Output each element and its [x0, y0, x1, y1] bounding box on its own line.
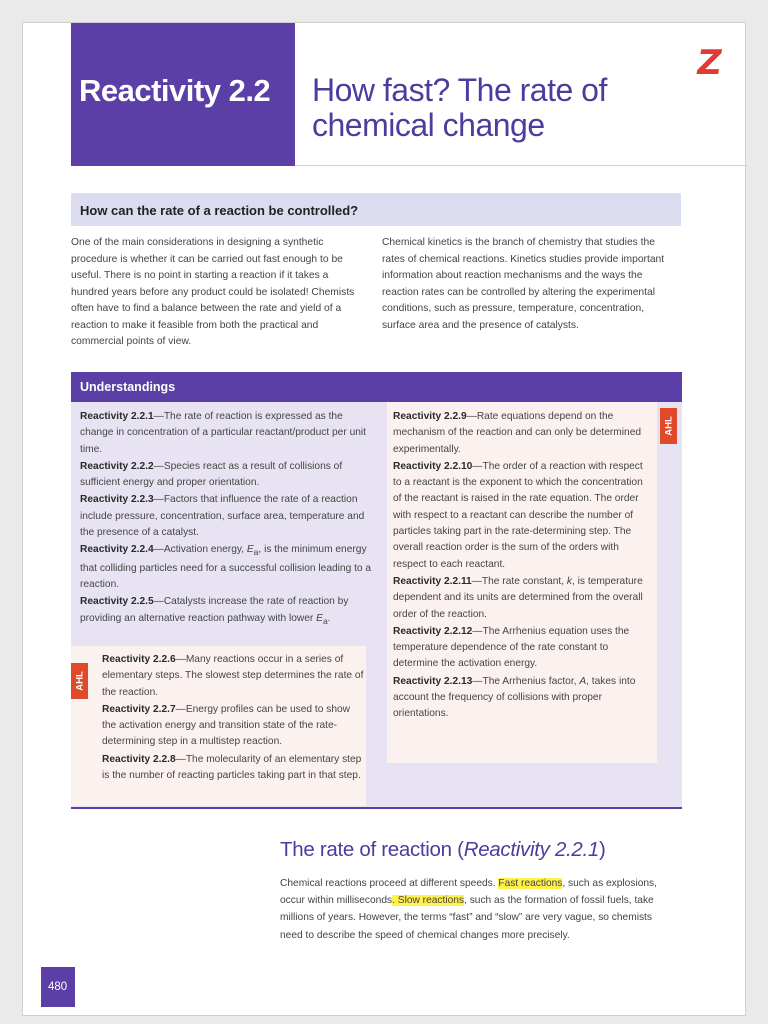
understanding-item: Reactivity 2.2.9—Rate equations depend on the mechanism of the reaction and can only be determined experimentally.	[393, 411, 642, 455]
understandings-heading: Understandings	[71, 372, 682, 402]
understanding-item: Reactivity 2.2.12—The Arrhenius equation uses the temperature dependence of the rate constant to determine the activation energy.	[393, 625, 630, 670]
understanding-item: Reactivity 2.2.13—The Arrhenius factor, A, takes into account the frequency of collisions with proper orientations.	[393, 675, 636, 720]
understanding-item: Reactivity 2.2.4—Activation energy, $E_a$, is the minimum energy that colliding particles need for a successful collision leading to a reaction.	[80, 544, 372, 590]
chapter-title: How fast? The rate of chemical change	[312, 72, 607, 143]
understanding-item: Reactivity 2.2.11—The rate constant, k, is temperature dependent and its units are determined from the overall order of the reaction.	[393, 575, 643, 620]
chapter-label: Reactivity 2.2	[71, 23, 295, 166]
understandings-column-ahl-right	[393, 409, 651, 724]
guiding-question: How can the rate of a reaction be controlled?	[71, 193, 681, 226]
understanding-item: Reactivity 2.2.3—Factors that influence the rate of a reaction include pressure, concentration, surface area, temperature and the presence of a catalyst.	[80, 494, 365, 539]
intro-paragraph-left: One of the main considerations in designing a synthetic procedure is whether it can be carried out fast enough to be useful. There is no point in starting a reaction if it takes a hundred years before any product could be isolated! Chemists often have to find a balance between the rate and yield of a reaction to make it feasible from both the practical and commercial points of view.	[71, 237, 355, 347]
understanding-item: Reactivity 2.2.1—The rate of reaction is expressed as the change in concentration of a particular reactant/product per unit time.	[80, 411, 366, 455]
ahl-badge: AHL	[660, 408, 677, 444]
highlighted-text: Fast reactions	[498, 878, 563, 889]
understanding-item: Reactivity 2.2.6—Many reactions occur in a series of elementary steps. The slowest step determines the rate of the reaction.	[102, 654, 364, 698]
textbook-page	[22, 22, 746, 1016]
publisher-logo: Z	[693, 43, 726, 83]
ahl-badge: AHL	[71, 663, 88, 699]
understandings-column-sl	[80, 409, 372, 630]
understanding-item: Reactivity 2.2.5—Catalysts increase the rate of reaction by providing an alternative reaction pathway with lower $E_a$.	[80, 596, 349, 626]
understanding-item: Reactivity 2.2.2—Species react as a result of collisions of sufficient energy and proper orientation.	[80, 460, 343, 489]
intro-paragraph-right: Chemical kinetics is the branch of chemistry that studies the rates of chemical reactions. Kinetics studies provide important information about reaction mechanisms and the ways the reaction rates can be controlled by altering the experimental conditions, such as pressure, temperature, concentration, surface area and the presence of catalysts.	[382, 237, 665, 331]
header-divider	[295, 165, 747, 166]
understanding-item: Reactivity 2.2.8—The molecularity of an elementary step is the number of reacting particles taking part in that step.	[102, 753, 362, 782]
understanding-item: Reactivity 2.2.10—The order of a reaction with respect to a reactant is the exponent to which the concentration of the reactant is raised in the rate equation. The order with respect to a reactant can describe the number of particles taking part in the rate-determining step. The overall reaction order is the sum of the orders with respect to each reactant.	[393, 460, 643, 570]
understandings-column-ahl-left	[102, 652, 364, 785]
highlighted-text: . Slow reactions	[392, 895, 465, 907]
section-heading: The rate of reaction (Reactivity 2.2.1)	[280, 838, 606, 861]
section-body: Chemical reactions proceed at different speeds. Fast reactions, such as explosions, occur within milliseconds. Slow reactions, such as the formation of fossil fuels, take millions of years. However, the terms “fast” and “slow” are very vague, so chemists need to describe the speed of chemical changes more precisely.	[280, 878, 657, 941]
page-number: 480	[41, 967, 75, 1007]
understanding-item: Reactivity 2.2.7—Energy profiles can be used to show the activation energy and transition state of the rate-determining step in a multistep reaction.	[102, 703, 351, 748]
understandings-box	[71, 402, 682, 809]
